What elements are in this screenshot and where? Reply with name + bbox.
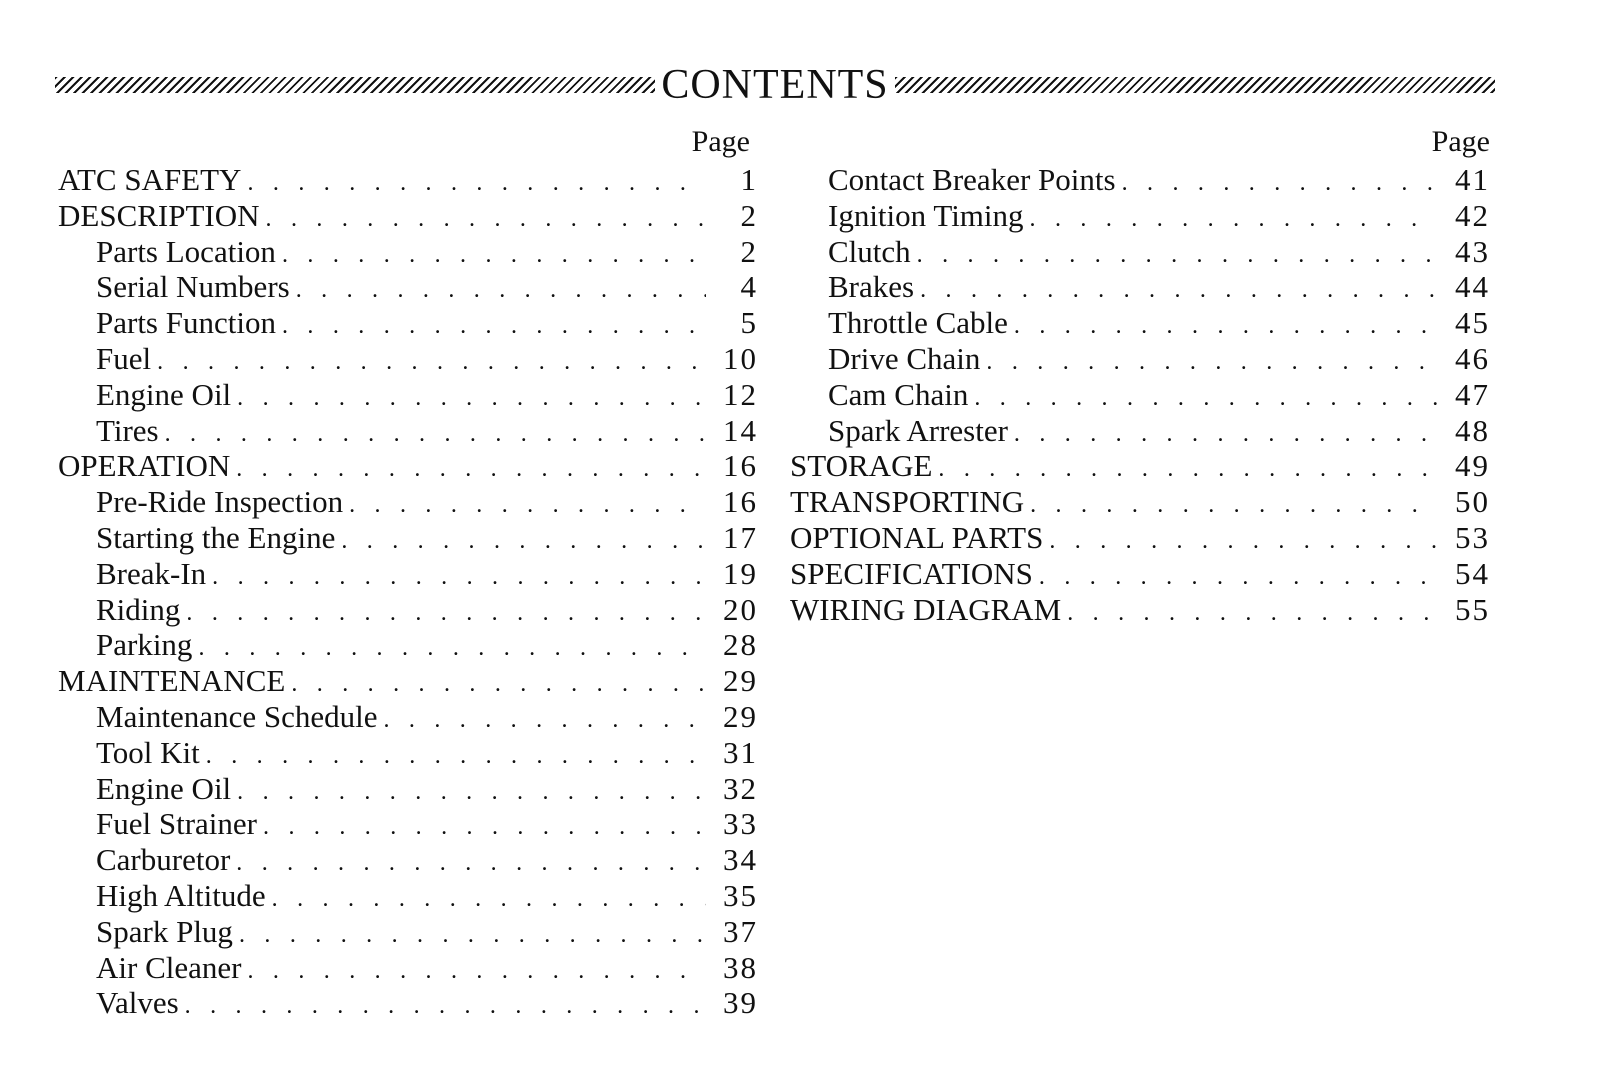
dot-leader — [237, 381, 706, 417]
toc-entry[interactable] — [790, 269, 1490, 305]
toc-entry-page-number: 47 — [1455, 376, 1490, 412]
toc-entry-page-number: 28 — [723, 627, 758, 663]
toc-entry-page-number: 54 — [1455, 555, 1490, 591]
toc-entry-page-number: 53 — [1455, 519, 1490, 555]
toc-entry[interactable] — [790, 448, 1490, 484]
toc-entry[interactable] — [58, 377, 758, 413]
toc-entry[interactable] — [58, 663, 758, 699]
toc-entry[interactable] — [58, 627, 758, 663]
dot-leader — [212, 560, 706, 596]
toc-entry[interactable] — [790, 305, 1490, 341]
toc-entry[interactable] — [58, 771, 758, 807]
toc-entry-label: WIRING DIAGRAM — [790, 591, 1062, 627]
toc-entry-page-number: 10 — [723, 340, 758, 376]
toc-entry-page-number: 29 — [723, 663, 758, 699]
toc-entry[interactable] — [58, 413, 758, 449]
toc-entry[interactable] — [58, 305, 758, 341]
dot-leader — [263, 810, 706, 846]
toc-entry[interactable] — [790, 484, 1490, 520]
toc-entry[interactable] — [58, 914, 758, 950]
left-entry-list — [58, 162, 758, 1021]
dot-leader — [206, 739, 706, 775]
toc-entry-label: Pre-Ride Inspection — [96, 484, 344, 520]
right-entry-list — [790, 162, 1490, 627]
toc-entry[interactable] — [58, 234, 758, 270]
toc-entry-page-number: 20 — [723, 591, 758, 627]
dot-leader — [247, 954, 706, 990]
toc-entry-page-number: 49 — [1455, 448, 1490, 484]
dot-leader — [282, 238, 706, 274]
toc-entry-page-number: 19 — [723, 555, 758, 591]
left-hatch-rule — [55, 77, 655, 93]
toc-entry-label: Parts Location — [96, 233, 276, 269]
toc-entry[interactable] — [58, 735, 758, 771]
toc-entry-page-number: 46 — [1455, 340, 1490, 376]
toc-entry-label: Tires — [96, 412, 159, 448]
toc-entry-page-number: 39 — [723, 985, 758, 1021]
toc-entry-label: Fuel Strainer — [96, 806, 257, 842]
dot-leader — [157, 345, 706, 381]
toc-entry-page-number: 14 — [723, 412, 758, 448]
toc-entry-page-number: 50 — [1455, 484, 1490, 520]
toc-entry-page-number: 55 — [1455, 591, 1490, 627]
toc-entry-page-number: 17 — [723, 519, 758, 555]
toc-entry-label: Contact Breaker Points — [828, 162, 1116, 197]
toc-entry-label: ATC SAFETY — [58, 162, 242, 197]
toc-entry[interactable] — [790, 377, 1490, 413]
toc-entry-label: MAINTENANCE — [58, 663, 286, 699]
toc-entry[interactable] — [790, 556, 1490, 592]
toc-entry-page-number: 29 — [723, 698, 758, 734]
toc-entry[interactable] — [58, 520, 758, 556]
toc-entry-page-number: 16 — [723, 448, 758, 484]
dot-leader — [1049, 524, 1438, 560]
toc-entry[interactable] — [58, 448, 758, 484]
toc-entry-page-number: 41 — [1455, 162, 1490, 197]
dot-leader — [917, 238, 1438, 274]
toc-entry-label: Ignition Timing — [828, 197, 1024, 233]
toc-entry-page-number: 5 — [740, 305, 758, 341]
toc-entry-label: TRANSPORTING — [790, 484, 1025, 520]
toc-entry-page-number: 38 — [723, 949, 758, 985]
toc-entry-label: OPTIONAL PARTS — [790, 519, 1044, 555]
toc-entry[interactable] — [58, 699, 758, 735]
dot-leader — [1014, 417, 1438, 453]
toc-entry-label: Starting the Engine — [96, 519, 336, 555]
toc-entry-label: Spark Plug — [96, 913, 233, 949]
toc-entry-label: Air Cleaner — [96, 949, 242, 985]
toc-entry-label: OPERATION — [58, 448, 231, 484]
right-hatch-rule — [895, 77, 1495, 93]
toc-entry-label: Engine Oil — [96, 376, 232, 412]
toc-entry-page-number: 37 — [723, 913, 758, 949]
toc-entry-page-number: 2 — [740, 233, 758, 269]
toc-entry[interactable] — [58, 198, 758, 234]
toc-entry[interactable] — [58, 985, 758, 1021]
right-page-heading: Page — [1431, 125, 1490, 158]
dot-leader — [282, 309, 706, 345]
toc-entry-label: Break-In — [96, 555, 207, 591]
toc-entry-label: Riding — [96, 591, 181, 627]
toc-entry-label: Fuel — [96, 340, 152, 376]
toc-entry-page-number: 45 — [1455, 305, 1490, 341]
toc-entry-page-number: 34 — [723, 842, 758, 878]
left-page-heading: Page — [691, 125, 750, 158]
toc-entry-label: STORAGE — [790, 448, 933, 484]
toc-entry[interactable] — [790, 520, 1490, 556]
toc-entry-label: Parts Function — [96, 305, 276, 341]
dot-leader — [186, 596, 706, 632]
toc-entry[interactable] — [58, 162, 758, 198]
dot-leader — [239, 918, 706, 954]
toc-entry-page-number: 4 — [740, 269, 758, 305]
dot-leader — [1067, 596, 1438, 632]
toc-entry[interactable] — [58, 341, 758, 377]
toc-entry-label: High Altitude — [96, 877, 266, 913]
dot-leader — [986, 345, 1438, 381]
dot-leader — [185, 989, 706, 1025]
toc-entry-label: Serial Numbers — [96, 269, 290, 305]
toc-entry-label: Maintenance Schedule — [96, 698, 378, 734]
toc-entry[interactable] — [790, 162, 1490, 198]
dot-leader — [938, 452, 1438, 488]
toc-entry-label: Valves — [96, 985, 179, 1021]
toc-entry-label: Brakes — [828, 269, 915, 305]
toc-entry-page-number: 31 — [723, 734, 758, 770]
contents-header — [55, 60, 1495, 110]
toc-entry[interactable] — [58, 878, 758, 914]
toc-entry-page-number: 35 — [723, 877, 758, 913]
toc-entry-label: Engine Oil — [96, 770, 232, 806]
toc-entry[interactable] — [790, 592, 1490, 628]
toc-entry-page-number: 43 — [1455, 233, 1490, 269]
page-title: CONTENTS — [661, 62, 889, 108]
toc-entry-page-number: 42 — [1455, 197, 1490, 233]
toc-entry-label: Cam Chain — [828, 376, 969, 412]
toc-entry[interactable] — [790, 413, 1490, 449]
toc-entry-page-number: 2 — [740, 197, 758, 233]
dot-leader — [1014, 309, 1438, 345]
toc-entry-label: Parking — [96, 627, 193, 663]
toc-entry-page-number: 16 — [723, 484, 758, 520]
dot-leader — [341, 524, 706, 560]
dot-leader — [974, 381, 1438, 417]
dot-leader — [291, 667, 706, 703]
toc-entry-page-number: 48 — [1455, 412, 1490, 448]
dot-leader — [1030, 488, 1438, 524]
dot-leader — [247, 166, 706, 202]
dot-leader — [920, 273, 1438, 309]
toc-entry-label: Carburetor — [96, 842, 231, 878]
left-toc-column — [58, 122, 758, 1021]
toc-entry-label: Spark Arrester — [828, 412, 1008, 448]
dot-leader — [266, 202, 706, 238]
dot-leader — [272, 882, 706, 918]
toc-entry-label: Throttle Cable — [828, 305, 1008, 341]
dot-leader — [237, 775, 706, 811]
right-toc-column — [790, 122, 1490, 627]
dot-leader — [383, 703, 706, 739]
dot-leader — [165, 417, 706, 453]
toc-entry[interactable] — [58, 484, 758, 520]
dot-leader — [1039, 560, 1438, 596]
toc-entry-page-number: 33 — [723, 806, 758, 842]
toc-entry[interactable] — [58, 592, 758, 628]
toc-entry-label: Drive Chain — [828, 340, 981, 376]
toc-entry-label: DESCRIPTION — [58, 197, 260, 233]
toc-entry-page-number: 1 — [740, 162, 758, 197]
toc-entry[interactable] — [790, 234, 1490, 270]
dot-leader — [349, 488, 706, 524]
toc-entry[interactable] — [58, 842, 758, 878]
toc-entry[interactable] — [790, 341, 1490, 377]
toc-entry-page-number: 12 — [723, 376, 758, 412]
toc-entry[interactable] — [790, 198, 1490, 234]
toc-entry-page-number: 44 — [1455, 269, 1490, 305]
toc-entry-page-number: 32 — [723, 770, 758, 806]
toc-entry-label: Clutch — [828, 233, 911, 269]
dot-leader — [198, 631, 706, 667]
toc-entry[interactable] — [58, 269, 758, 305]
toc-entry-label: Tool Kit — [96, 734, 200, 770]
toc-entry[interactable] — [58, 806, 758, 842]
toc-entry[interactable] — [58, 556, 758, 592]
toc-entry[interactable] — [58, 950, 758, 986]
dot-leader — [1030, 202, 1438, 238]
dot-leader — [296, 273, 706, 309]
dot-leader — [236, 846, 706, 882]
toc-entry-label: SPECIFICATIONS — [790, 555, 1033, 591]
dot-leader — [236, 452, 706, 488]
dot-leader — [1122, 166, 1438, 202]
